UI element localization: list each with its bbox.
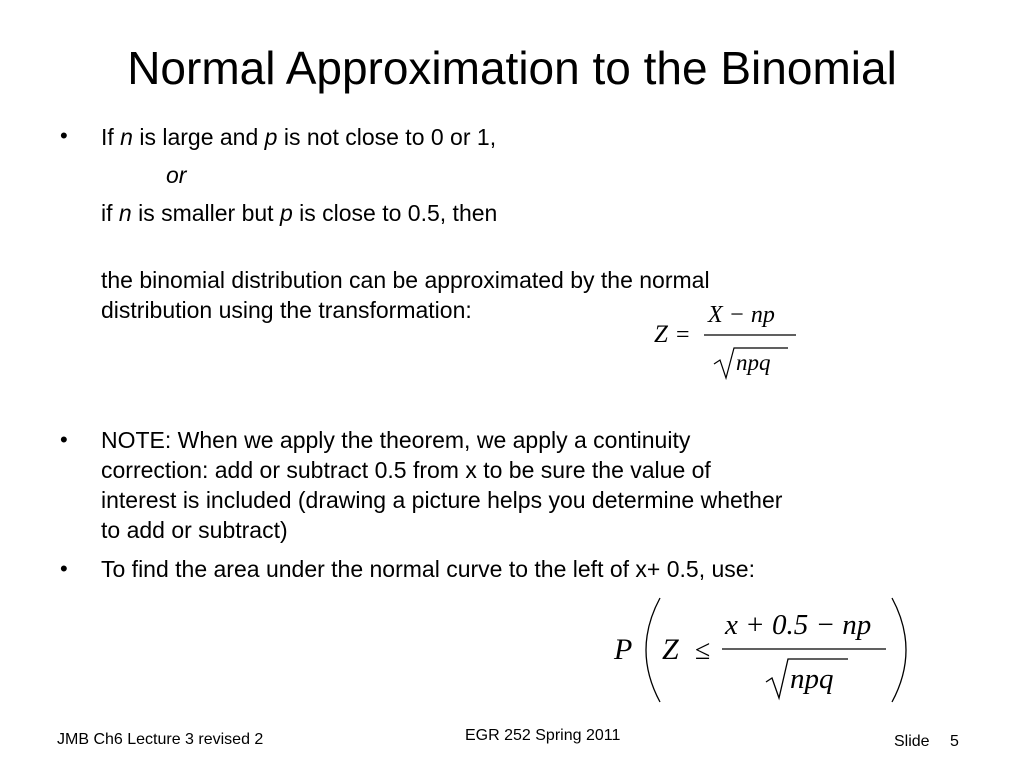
bullet-1-or bbox=[166, 160, 186, 190]
bullet-2-line-2: correction: add or subtract 0.5 from x to be sure the value of bbox=[101, 457, 711, 483]
bullet-1-line-3-mid: is smaller but bbox=[131, 200, 280, 226]
formula1-eq: = bbox=[676, 322, 690, 348]
formula2-leq: ≤ bbox=[695, 635, 711, 666]
footer-slide-label: Slide bbox=[894, 733, 930, 750]
formula2-Z: Z bbox=[662, 633, 679, 666]
bullet-1-line-1 bbox=[101, 122, 496, 152]
formula1-numerator: X − np bbox=[708, 302, 775, 328]
formula2-right-paren bbox=[892, 598, 906, 702]
bullet-1-line-5: distribution using the transformation: bbox=[101, 297, 472, 323]
bullet-1-line-3-post: is close to 0.5, then bbox=[292, 200, 498, 226]
var-n: n bbox=[118, 200, 132, 226]
bullet-2-line-1: NOTE: When we apply the theorem, we apply a continuity bbox=[101, 427, 691, 453]
formula2-left-paren bbox=[646, 598, 660, 702]
formula1-denominator: npq bbox=[736, 350, 771, 375]
formula2-P: P bbox=[614, 633, 633, 666]
probability-formula bbox=[600, 592, 920, 708]
var-p: p bbox=[279, 200, 293, 226]
slide-title: Normal Approximation to the Binomial bbox=[127, 42, 897, 94]
footer-slide-number: 5 bbox=[950, 733, 959, 750]
bullet-1-line-1-pre: If bbox=[101, 124, 121, 150]
footer-left: JMB Ch6 Lecture 3 revised 2 bbox=[57, 731, 264, 748]
bullet-1-line-4: the binomial distribution can be approximated by the normal bbox=[101, 267, 710, 293]
bullet-3-marker: • bbox=[60, 556, 68, 581]
var-p: p bbox=[264, 124, 278, 150]
z-transformation-formula bbox=[640, 290, 810, 390]
var-n: n bbox=[120, 124, 133, 150]
formula2-denominator: npq bbox=[790, 663, 834, 695]
bullet-1-line-1-mid: is large and bbox=[132, 124, 265, 150]
bullet-1-marker: • bbox=[60, 123, 68, 148]
bullet-2-line-3: interest is included (drawing a picture helps you determine whether bbox=[101, 487, 783, 513]
bullet-1-line-3-pre: if bbox=[101, 200, 119, 226]
formula2-numerator: x + 0.5 − np bbox=[725, 609, 872, 641]
footer-center: EGR 252 Spring 2011 bbox=[465, 727, 621, 744]
bullet-1-line-1-post: is not close to 0 or 1, bbox=[277, 124, 497, 150]
bullet-2-line-4: to add or subtract) bbox=[101, 517, 288, 543]
formula1-lhs: Z bbox=[654, 321, 668, 348]
bullet-2-marker: • bbox=[60, 427, 68, 452]
bullet-3-text: To find the area under the normal curve to the left of x+ 0.5, use: bbox=[101, 556, 755, 582]
or-text: or bbox=[166, 162, 187, 188]
bullet-1-line-3 bbox=[101, 198, 497, 228]
